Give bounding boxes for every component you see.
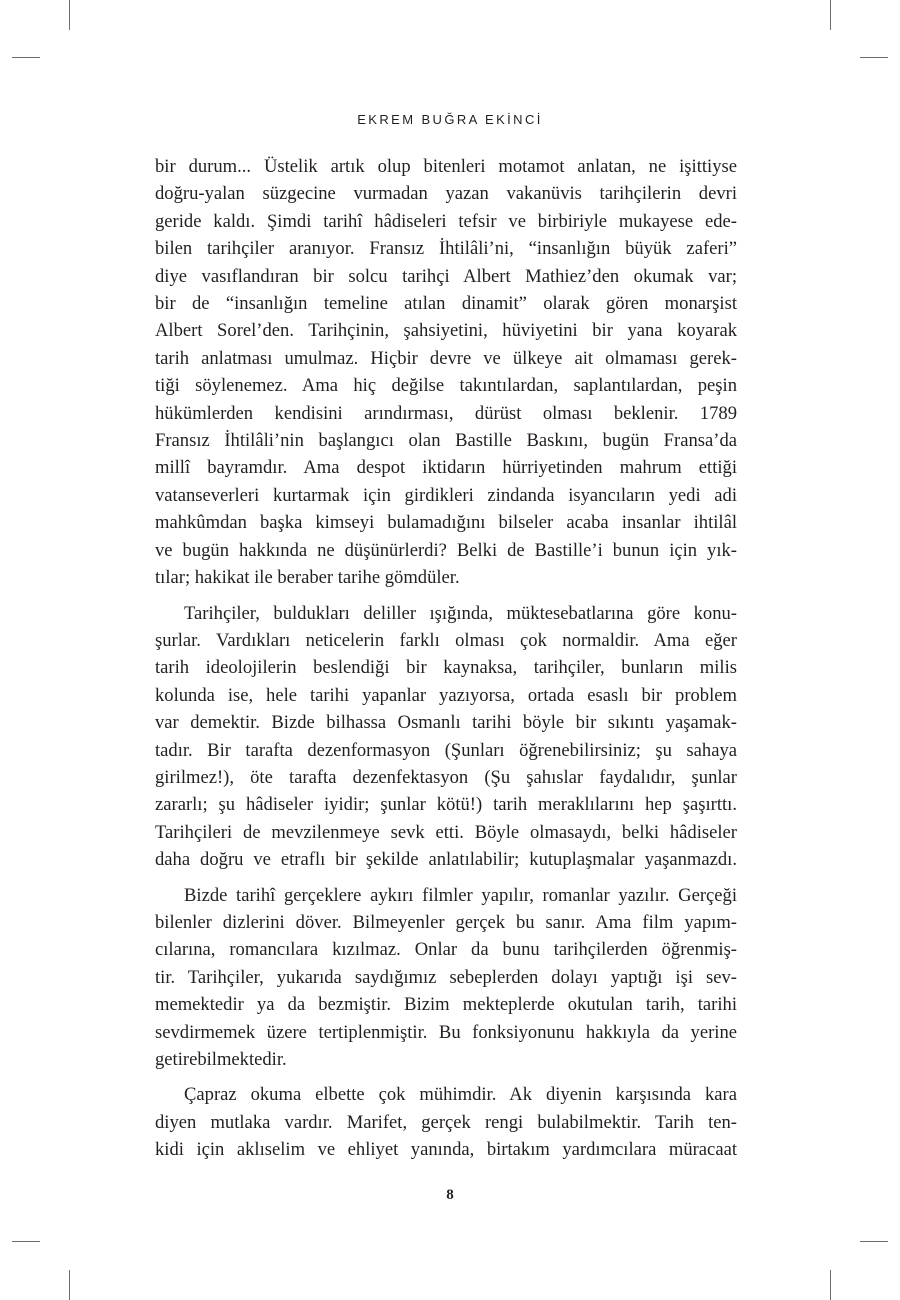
crop-mark-right-top <box>860 57 888 58</box>
text-line: tılar; hakikat ile beraber tarihe gömdüler. <box>155 567 460 589</box>
text-line: tir. Tarihçiler, yukarıda saydığımız sebeplerden dolayı yaptığı işi sev- <box>155 966 737 988</box>
crop-mark-right-bottom <box>860 1241 888 1242</box>
text-line: Bizde tarihî gerçeklere aykırı filmler yapılır, romanlar yazılır. Gerçeği <box>184 884 737 906</box>
text-line: daha doğru ve etraflı bir şekilde anlatılabilir; kutuplaşmalar yaşanmazdı. <box>155 849 737 871</box>
text-line: Tarihçiler, buldukları deliller ışığında, müktesebatlarına göre konu- <box>184 602 737 624</box>
crop-mark-left-bottom <box>12 1241 40 1242</box>
text-line: Albert Sorel’den. Tarihçinin, şahsiyetini, hüviyetini bir yana koyarak <box>155 320 737 342</box>
crop-mark-bottom-left <box>69 1270 70 1300</box>
text-line: geride kaldı. Şimdi tarihî hâdiseleri tefsir ve birbiriyle mukayese ede- <box>155 210 737 232</box>
paragraph <box>155 600 737 874</box>
text-line: Fransız İhtilâli’nin başlangıcı olan Bastille Baskını, bugün Fransa’da <box>155 430 737 452</box>
text-line: diyen mutlaka vardır. Marifet, gerçek rengi bulabilmektir. Tarih ten- <box>155 1111 737 1133</box>
text-line: ve bugün hakkında ne düşünürlerdi? Belki de Bastille’i bunun için yık- <box>155 539 737 561</box>
text-line: zararlı; şu hâdiseler iyidir; şunlar kötü!) tarih meraklılarını hep şaşırttı. <box>155 794 737 816</box>
crop-mark-bottom-right <box>830 1270 831 1300</box>
text-line: girilmez!), öte tarafta dezenfektasyon (Şu şahıslar faydalıdır, şunlar <box>155 766 737 788</box>
text-line: var demektir. Bizde bilhassa Osmanlı tarihi böyle bir sıkıntı yaşamak- <box>155 712 737 734</box>
text-line: doğru-yalan süzgecine vurmadan yazan vakanüvis tarihçilerin devri <box>155 183 737 205</box>
text-line: tarih ideolojilerin beslendiği bir kaynaksa, tarihçiler, bunların milis <box>155 657 737 679</box>
running-head: EKREM BUĞRA EKİNCİ <box>357 112 543 127</box>
text-line: millî bayramdır. Ama despot iktidarın hürriyetinden mahrum ettiği <box>155 457 737 479</box>
crop-mark-top-right <box>830 0 831 30</box>
text-line: memektedir ya da bezmiştir. Bizim mekteplerde okutulan tarih, tarihi <box>155 994 737 1016</box>
body-text <box>155 153 737 1164</box>
text-line: vatanseverleri kurtarmak için girdikleri zindanda isyancıların yedi adi <box>155 484 737 506</box>
crop-mark-top-left <box>69 0 70 30</box>
text-line: bilen tarihçiler aranıyor. Fransız İhtilâli’ni, “insanlığın büyük zaferi” <box>155 238 737 260</box>
page-number: 8 <box>446 1187 454 1203</box>
paragraph <box>155 882 737 1074</box>
text-line: kidi için aklıselim ve ehliyet yanında, birtakım yardımcılara müracaat <box>155 1139 737 1161</box>
text-line: mahkûmdan başka kimseyi bulamadığını bilseler acaba insanlar ihtilâl <box>155 512 737 534</box>
text-line: bir de “insanlığın temeline atılan dinamit” olarak gören monarşist <box>155 293 737 315</box>
text-line: bir durum... Üstelik artık olup bitenleri motamot anlatan, ne işittiyse <box>155 156 737 177</box>
text-line: hükümlerden kendisini arındırması, dürüst olması beklenir. 1789 <box>155 402 737 424</box>
text-line: tiği söylenemez. Ama hiç değilse takıntılardan, saplantılardan, peşin <box>155 375 737 397</box>
text-line: diye vasıflandıran bir solcu tarihçi Albert Mathiez’den okumak var; <box>155 265 737 287</box>
text-line: Tarihçileri de mevzilenmeye sevk etti. Böyle olmasaydı, belki hâdiseler <box>155 821 737 843</box>
text-line: cılarına, romancılara kızılmaz. Onlar da bunu tarihçilerden öğrenmiş- <box>155 939 737 961</box>
text-line: bilenler dizlerini döver. Bilmeyenler gerçek bu sanır. Ama film yapım- <box>155 911 737 933</box>
paragraph <box>155 153 737 592</box>
text-line: Çapraz okuma elbette çok mühimdir. Ak diyenin karşısında kara <box>184 1084 737 1106</box>
text-line: kolunda ise, hele tarihi yapanlar yazıyorsa, ortada esaslı bir problem <box>155 684 737 706</box>
text-line: tadır. Bir tarafta dezenformasyon (Şunları öğrenebilirsiniz; şu sahaya <box>155 739 737 761</box>
text-line: şurlar. Vardıkları neticelerin farklı olması çok normaldir. Ama eğer <box>155 629 737 651</box>
text-line: sevdirmemek üzere tertiplenmiştir. Bu fonksiyonunu hakkıyla da yerine <box>155 1021 737 1043</box>
crop-mark-left-top <box>12 57 40 58</box>
paragraph <box>155 1081 737 1163</box>
text-line: tarih anlatması umulmaz. Hiçbir devre ve ülkeye ait olmaması gerek- <box>155 347 737 369</box>
text-line: getirebilmektedir. <box>155 1049 287 1070</box>
